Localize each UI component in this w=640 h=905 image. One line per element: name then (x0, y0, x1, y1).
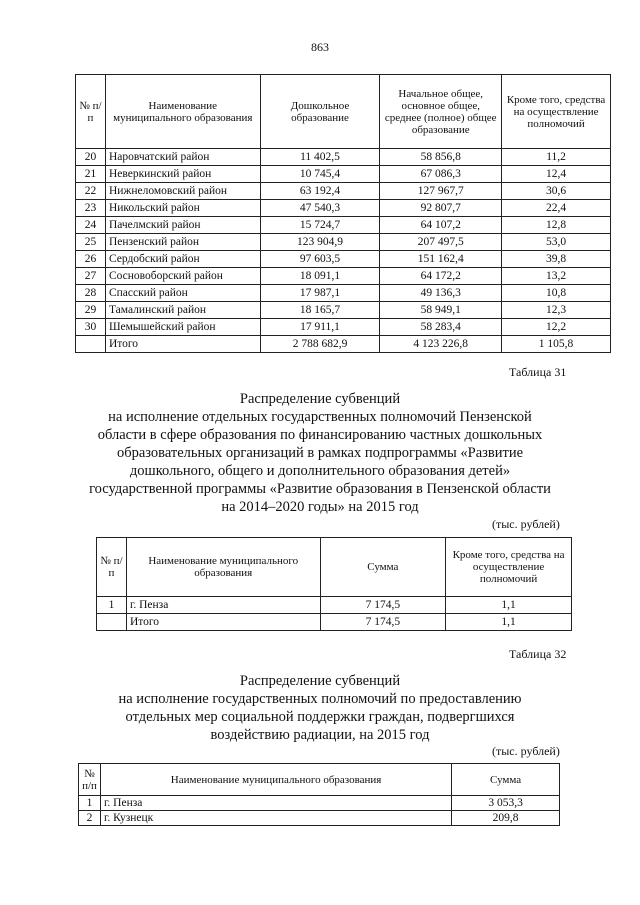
cell-preschool: 47 540,3 (260, 200, 380, 217)
table-row (76, 251, 611, 268)
cell-name: Шемышейский район (105, 319, 260, 336)
header-name: Наименование муниципального образования (100, 764, 451, 796)
table-row (76, 234, 611, 251)
cell-name: г. Пенза (100, 796, 451, 811)
cell-general: 127 967,7 (380, 183, 502, 200)
cell-sum: 209,8 (452, 811, 560, 826)
table-total-row (97, 614, 572, 631)
header-name: Наименование муниципального образования (126, 538, 320, 597)
cell-general: 67 086,3 (380, 166, 502, 183)
cell-sum: 3 053,3 (452, 796, 560, 811)
cell-general: 207 497,5 (380, 234, 502, 251)
cell-total-extra: 1 105,8 (502, 336, 611, 353)
cell-preschool: 18 165,7 (260, 302, 380, 319)
table-row (76, 149, 611, 166)
title-line: воздействию радиации, на 2015 год (210, 727, 430, 743)
cell-num: 23 (76, 200, 106, 217)
cell-name: Сосновоборский район (105, 268, 260, 285)
table-row (79, 811, 560, 826)
table-row (97, 597, 572, 614)
table-row (76, 268, 611, 285)
table-row (76, 166, 611, 183)
title-line: государственной программы «Развитие образования в Пензенской области (89, 481, 551, 497)
header-preschool: Дошкольное образование (260, 75, 380, 149)
cell-total-label: Итого (126, 614, 320, 631)
table-31-unit: (тыс. рублей) (492, 517, 560, 531)
cell-num: 25 (76, 234, 106, 251)
header-general: Начальное общее, основное общее, среднее (полное) общее образование (380, 75, 502, 149)
cell-general: 64 107,2 (380, 217, 502, 234)
table-row (76, 183, 611, 200)
cell-general: 58 856,8 (380, 149, 502, 166)
cell-name: Сердобский район (105, 251, 260, 268)
title-line: области в сфере образования по финансированию частных дошкольных (97, 427, 543, 443)
table-row (76, 285, 611, 302)
table-total-row (76, 336, 611, 353)
header-num: № п/п (97, 538, 127, 597)
cell-num (76, 336, 106, 353)
cell-name: Никольский район (105, 200, 260, 217)
cell-extra: 1,1 (446, 597, 572, 614)
title-line: на 2014–2020 годы» на 2015 год (221, 499, 419, 515)
header-num: № п/п (76, 75, 106, 149)
cell-name: Неверкинский район (105, 166, 260, 183)
cell-num: 26 (76, 251, 106, 268)
table-32 (78, 763, 560, 826)
header-extra: Кроме того, средства на осуществление полномочий (446, 538, 572, 597)
cell-num: 1 (79, 796, 101, 811)
cell-extra: 22,4 (502, 200, 611, 217)
cell-extra: 11,2 (502, 149, 611, 166)
header-sum: Сумма (320, 538, 446, 597)
table-header-row (79, 764, 560, 796)
cell-num: 1 (97, 597, 127, 614)
table-row (76, 217, 611, 234)
header-sum: Сумма (452, 764, 560, 796)
cell-name: Спасский район (105, 285, 260, 302)
cell-extra: 12,8 (502, 217, 611, 234)
cell-num: 24 (76, 217, 106, 234)
table-row (79, 796, 560, 811)
cell-extra: 30,6 (502, 183, 611, 200)
table-32-unit: (тыс. рублей) (492, 744, 560, 758)
table-32-label: Таблица 32 (509, 647, 567, 661)
cell-general: 49 136,3 (380, 285, 502, 302)
header-extra: Кроме того, средства на осуществление полномочий (502, 75, 611, 149)
table-row (76, 200, 611, 217)
cell-general: 58 283,4 (380, 319, 502, 336)
table-row (76, 319, 611, 336)
title-line: Распределение субвенций (239, 673, 401, 689)
cell-extra: 12,3 (502, 302, 611, 319)
header-num: № п/п (79, 764, 101, 796)
header-name: Наименование муниципального образования (105, 75, 260, 149)
title-line: дошкольного, общего и дополнительного образования детей» (129, 463, 511, 479)
cell-num (97, 614, 127, 631)
cell-extra: 12,2 (502, 319, 611, 336)
cell-preschool: 123 904,9 (260, 234, 380, 251)
cell-num: 28 (76, 285, 106, 302)
cell-num: 2 (79, 811, 101, 826)
cell-name: Нижнеломовский район (105, 183, 260, 200)
title-line: на исполнение отдельных государственных полномочий Пензенской (108, 409, 532, 425)
cell-name: Наровчатский район (105, 149, 260, 166)
cell-general: 92 807,7 (380, 200, 502, 217)
cell-general: 64 172,2 (380, 268, 502, 285)
cell-sum: 7 174,5 (320, 597, 446, 614)
cell-total-sum: 7 174,5 (320, 614, 446, 631)
cell-name: г. Кузнецк (100, 811, 451, 826)
cell-total-extra: 1,1 (446, 614, 572, 631)
cell-total-label: Итого (105, 336, 260, 353)
cell-general: 151 162,4 (380, 251, 502, 268)
cell-num: 30 (76, 319, 106, 336)
cell-num: 21 (76, 166, 106, 183)
page-number: 863 (311, 40, 329, 54)
table-row (76, 302, 611, 319)
cell-name: Тамалинский район (105, 302, 260, 319)
cell-extra: 39,8 (502, 251, 611, 268)
table-30-continuation (75, 74, 611, 353)
cell-preschool: 97 603,5 (260, 251, 380, 268)
cell-num: 20 (76, 149, 106, 166)
cell-extra: 53,0 (502, 234, 611, 251)
title-line: отдельных мер социальной поддержки граждан, подвергшихся (125, 709, 515, 725)
cell-total-general: 4 123 226,8 (380, 336, 502, 353)
cell-num: 29 (76, 302, 106, 319)
cell-name: Пачелмский район (105, 217, 260, 234)
cell-preschool: 63 192,4 (260, 183, 380, 200)
cell-extra: 13,2 (502, 268, 611, 285)
cell-preschool: 18 091,1 (260, 268, 380, 285)
cell-name: г. Пенза (126, 597, 320, 614)
cell-num: 22 (76, 183, 106, 200)
cell-extra: 10,8 (502, 285, 611, 302)
table-31-label: Таблица 31 (509, 365, 567, 379)
table-31 (96, 537, 572, 631)
title-line: Распределение субвенций (239, 391, 401, 407)
table-header-row (97, 538, 572, 597)
cell-preschool: 15 724,7 (260, 217, 380, 234)
cell-total-preschool: 2 788 682,9 (260, 336, 380, 353)
cell-preschool: 17 987,1 (260, 285, 380, 302)
table-header-row (76, 75, 611, 149)
title-line: образовательных организаций в рамках подпрограммы «Развитие (116, 445, 524, 461)
cell-num: 27 (76, 268, 106, 285)
cell-general: 58 949,1 (380, 302, 502, 319)
table-31-title (60, 390, 580, 516)
cell-preschool: 11 402,5 (260, 149, 380, 166)
title-line: на исполнение государственных полномочий по предоставлению (118, 691, 522, 707)
cell-preschool: 10 745,4 (260, 166, 380, 183)
cell-preschool: 17 911,1 (260, 319, 380, 336)
cell-name: Пензенский район (105, 234, 260, 251)
table-32-title (60, 672, 580, 744)
cell-extra: 12,4 (502, 166, 611, 183)
